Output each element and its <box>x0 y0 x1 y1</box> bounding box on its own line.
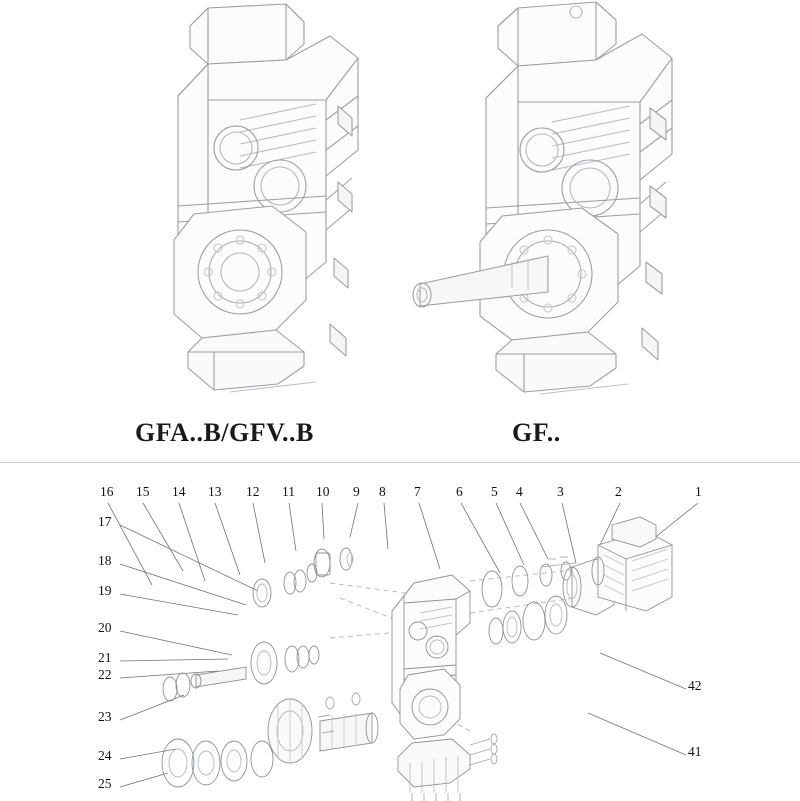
callout-21: 21 <box>98 650 112 665</box>
callout-13: 13 <box>208 484 222 499</box>
gearbox-assembly-left <box>90 0 390 400</box>
callout-11: 11 <box>282 484 295 499</box>
callout-4: 4 <box>516 484 523 499</box>
callout-20: 20 <box>98 620 112 635</box>
callout-10: 10 <box>316 484 330 499</box>
callout-1: 1 <box>695 484 702 499</box>
callout-17: 17 <box>98 514 112 529</box>
exploded-parts-view <box>0 462 800 801</box>
callout-41: 41 <box>688 744 702 759</box>
callout-9: 9 <box>353 484 360 499</box>
callout-23: 23 <box>98 709 112 724</box>
callout-7: 7 <box>414 484 421 499</box>
gearbox-assembly-right <box>400 0 720 400</box>
callout-3: 3 <box>557 484 564 499</box>
callout-19: 19 <box>98 583 112 598</box>
callout-2: 2 <box>615 484 622 499</box>
caption-gf: GF.. <box>512 418 561 447</box>
callout-22: 22 <box>98 667 112 682</box>
callout-15: 15 <box>136 484 150 499</box>
callout-5: 5 <box>491 484 498 499</box>
exploded-parts-drawing <box>0 463 800 801</box>
callout-6: 6 <box>456 484 463 499</box>
caption-gfa-gfv: GFA..B/GFV..B <box>135 418 314 447</box>
callout-24: 24 <box>98 748 112 763</box>
callout-18: 18 <box>98 553 112 568</box>
callout-16: 16 <box>100 484 114 499</box>
callout-8: 8 <box>379 484 386 499</box>
callout-42: 42 <box>688 678 702 693</box>
callout-14: 14 <box>172 484 186 499</box>
callout-25: 25 <box>98 776 112 791</box>
callout-12: 12 <box>246 484 260 499</box>
